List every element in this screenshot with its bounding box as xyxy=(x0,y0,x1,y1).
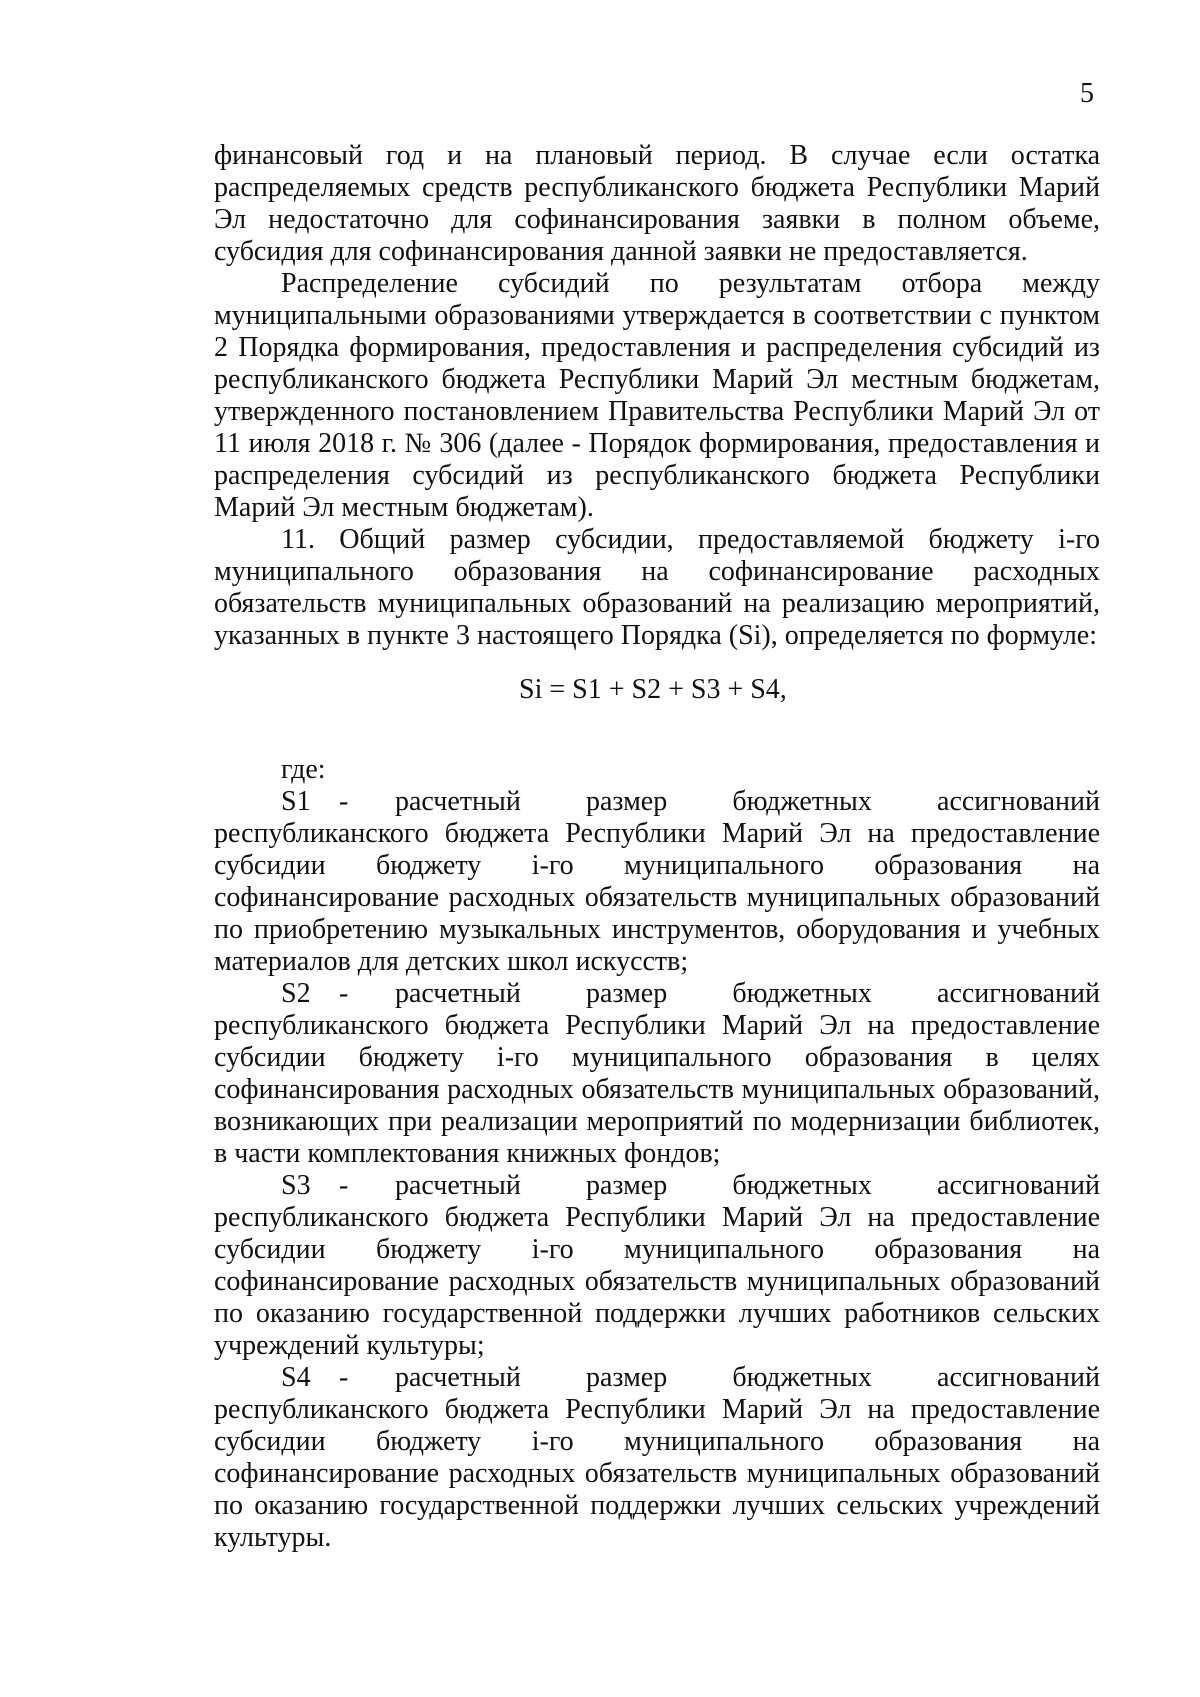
definition-s2 xyxy=(214,978,1100,1170)
paragraph-continuation: финансовый год и на плановый период. В случае если остатка распределяемых средств республиканского бюджета Республики Марий Эл недостаточно для софинансирования заявки в полном объеме, субсидия для софинансирования данной заявки не предоставляется. xyxy=(214,140,1100,267)
page-number: 5 xyxy=(1080,78,1094,109)
paragraph-item-11: 11. Общий размер субсидии, предоставляемой бюджету i-го муниципального образования на софинансирование расходных обязательств муниципальных образований на реализацию мероприятий, указанных в пункте 3 настоящего Порядка (Si), определяется по формуле: xyxy=(214,524,1100,651)
definition-symbol: S1 xyxy=(281,786,311,817)
definition-text: расчетный размер бюджетных ассигнований республиканского бюджета Республики Марий Эл на предоставление субсидии бюджету i-го муниципального образования в целях софинансирования расходных обязательств муниципальных образований, возникающих при реализации мероприятий по модернизации библиотек, в части комплектования книжных фондов; xyxy=(214,978,1100,1169)
definition-s1 xyxy=(214,786,1100,978)
definition-dash: - xyxy=(339,978,349,1009)
definition-text: расчетный размер бюджетных ассигнований республиканского бюджета Республики Марий Эл на предоставление субсидии бюджету i-го муниципального образования на софинансирование расходных обязательств муниципальных образований по оказанию государственной поддержки лучших сельских учреждений культуры. xyxy=(214,1362,1100,1553)
body-text xyxy=(214,140,1100,1554)
definition-s4 xyxy=(214,1362,1100,1554)
definition-dash: - xyxy=(339,1362,349,1393)
definition-s3 xyxy=(214,1170,1100,1362)
definition-dash: - xyxy=(339,1170,349,1201)
definition-symbol: S3 xyxy=(281,1170,311,1201)
definition-text: расчетный размер бюджетных ассигнований республиканского бюджета Республики Марий Эл на предоставление субсидии бюджету i-го муниципального образования на софинансирование расходных обязательств муниципальных образований по приобретению музыкальных инструментов, оборудования и учебных материалов для детских школ искусств; xyxy=(214,786,1100,977)
formula: Si = S1 + S2 + S3 + S4, xyxy=(519,674,787,705)
definition-text: расчетный размер бюджетных ассигнований республиканского бюджета Республики Марий Эл на предоставление субсидии бюджету i-го муниципального образования на софинансирование расходных обязательств муниципальных образований по оказанию государственной поддержки лучших работников сельских учреждений культуры; xyxy=(214,1170,1100,1361)
definition-symbol: S4 xyxy=(281,1362,311,1393)
definition-dash: - xyxy=(339,786,349,817)
definition-symbol: S2 xyxy=(281,978,311,1009)
where-label: где: xyxy=(281,754,326,785)
paragraph-distribution: Распределение субсидий по результатам отбора между муниципальными образованиями утверждается в соответствии с пунктом 2 Порядка формирования, предоставления и распределения субсидий из республиканского бюджета Республики Марий Эл местным бюджетам, утвержденного постановлением Правительства Республики Марий Эл от 11 июля 2018 г. № 306 (далее - Порядок формирования, предоставления и распределения субсидий из республиканского бюджета Республики Марий Эл местным бюджетам). xyxy=(214,268,1100,523)
